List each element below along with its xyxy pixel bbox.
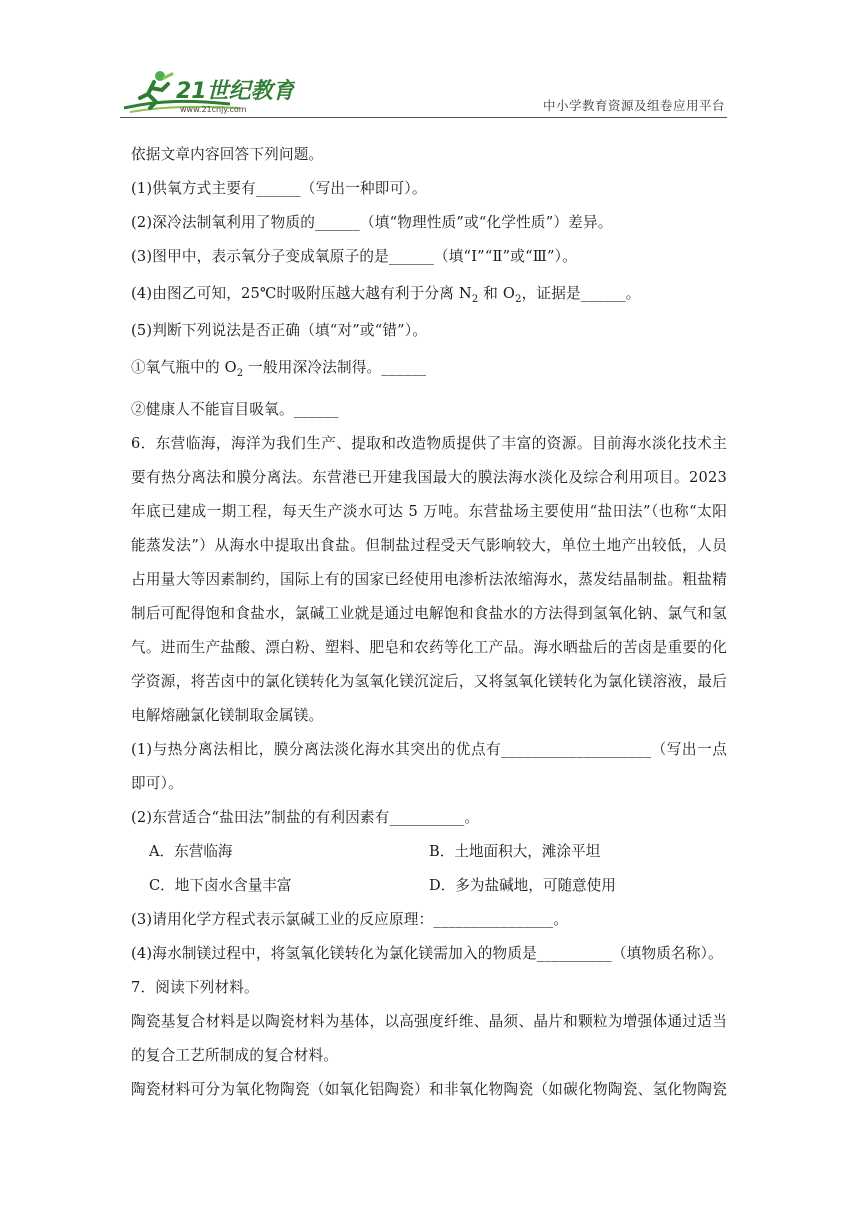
q6-para-line-6: 制后可配得饱和食盐水，氯碱工业就是通过电解饱和食盐水的方法得到氢氧化钠、氯气和氢 bbox=[131, 605, 727, 622]
q5-sub4-subscript-1: 2 bbox=[471, 294, 479, 305]
q5-judge1 bbox=[131, 358, 426, 380]
q5-sub4-text-a: (4)由图乙可知，25℃时吸附压越大越有利于分离 N bbox=[131, 285, 472, 302]
runner-logo-icon bbox=[120, 60, 295, 116]
q5-sub4-subscript-2: 2 bbox=[515, 294, 522, 305]
q5-sub2: (2)深冷法制氧利用了物质的______（填“物理性质”或“化学性质”）差异。 bbox=[131, 214, 613, 231]
q7-intro: 7．阅读下列材料。 bbox=[131, 979, 259, 996]
q6-sub1-line-1: (1)与热分离法相比，膜分离法淡化海水其突出的优点有____________________（写出一点 bbox=[131, 741, 727, 758]
q6-para-line-1: 6．东营临海，海洋为我们生产、提取和改造物质提供了丰富的资源。目前海水淡化技术主 bbox=[131, 435, 727, 452]
q5-judge2: ②健康人不能盲目吸氧。______ bbox=[131, 401, 339, 418]
q5-sub5: (5)判断下列说法是否正确（填“对”或“错”）。 bbox=[131, 322, 428, 339]
q5-sub1: (1)供氧方式主要有______（写出一种即可）。 bbox=[131, 180, 427, 197]
q7-para-line-1: 陶瓷基复合材料是以陶瓷材料为基体，以高强度纤维、晶须、晶片和颗粒为增强体通过适当 bbox=[131, 1013, 727, 1030]
q7-para-line-3: 陶瓷材料可分为氧化物陶瓷（如氧化铝陶瓷）和非氧化物陶瓷（如碳化物陶瓷、氢化物陶瓷 bbox=[131, 1081, 727, 1098]
header-divider bbox=[120, 117, 727, 118]
q6-para-line-7: 气。进而生产盐酸、漂白粉、塑料、肥皂和农药等化工产品。海水晒盐后的苦卤是重要的化 bbox=[131, 639, 727, 656]
q6-sub4: (4)海水制镁过程中，将氢氧化镁转化为氯化镁需加入的物质是__________（填物质名称）。 bbox=[131, 945, 723, 962]
q6-sub3: (3)请用化学方程式表示氯碱工业的反应原理：________________。 bbox=[131, 911, 569, 928]
q5-judge1-text-b: 一般用深冷法制得。______ bbox=[243, 359, 427, 376]
q5-intro: 依据文章内容回答下列问题。 bbox=[131, 146, 324, 163]
q6-para-line-9: 电解熔融氯化镁制取金属镁。 bbox=[131, 707, 324, 724]
q5-judge1-text-a: ①氧气瓶中的 O bbox=[131, 359, 237, 376]
q6-option-a: A．东营临海 bbox=[149, 843, 233, 860]
logo-text: 21世纪教育 bbox=[176, 79, 295, 104]
q5-sub4-text-b: 和 O bbox=[478, 285, 516, 302]
q7-para-line-2: 的复合工艺所制成的复合材料。 bbox=[131, 1047, 339, 1064]
logo-url: www.21cnjy.com bbox=[180, 105, 247, 114]
q5-sub3: (3)图甲中，表示氧分子变成氧原子的是______（填“Ⅰ”“Ⅱ”或“Ⅲ”）。 bbox=[131, 248, 577, 265]
header-platform-name: 中小学教育资源及组卷应用平台 bbox=[542, 98, 725, 113]
q6-option-c: C．地下卤水含量丰富 bbox=[149, 877, 292, 894]
q6-para-line-3: 年底已建成一期工程，每天生产淡水可达 5 万吨。东营盐场主要使用“盐田法”（也称“太阳 bbox=[131, 503, 727, 520]
page-header bbox=[120, 60, 727, 120]
q6-option-b: B．土地面积大，滩涂平坦 bbox=[429, 843, 601, 860]
q6-para-line-8: 学资源，将苦卤中的氯化镁转化为氢氧化镁沉淀后，又将氢氧化镁转化为氯化镁溶液，最后 bbox=[131, 673, 727, 690]
q6-para-line-4: 能蒸发法”）从海水中提取出食盐。但制盐过程受天气影响较大，单位土地产出较低，人员 bbox=[131, 537, 727, 554]
q6-para-line-2: 要有热分离法和膜分离法。东营港已开建我国最大的膜法海水淡化及综合利用项目。2023 bbox=[131, 469, 727, 486]
q6-sub2: (2)东营适合“盐田法”制盐的有利因素有__________。 bbox=[131, 809, 480, 826]
q6-para-line-5: 占用量大等因素制约，国际上有的国家已经使用电渗析法浓缩海水，蒸发结晶制盐。粗盐精 bbox=[131, 571, 727, 588]
q5-sub4 bbox=[131, 284, 641, 306]
q6-option-d: D．多为盐碱地，可随意使用 bbox=[429, 877, 616, 894]
logo bbox=[120, 60, 295, 116]
q5-judge1-subscript: 2 bbox=[236, 368, 244, 379]
q6-sub1-line-2: 即可）。 bbox=[131, 775, 183, 792]
q5-sub4-text-c: ，证据是______。 bbox=[521, 285, 641, 302]
